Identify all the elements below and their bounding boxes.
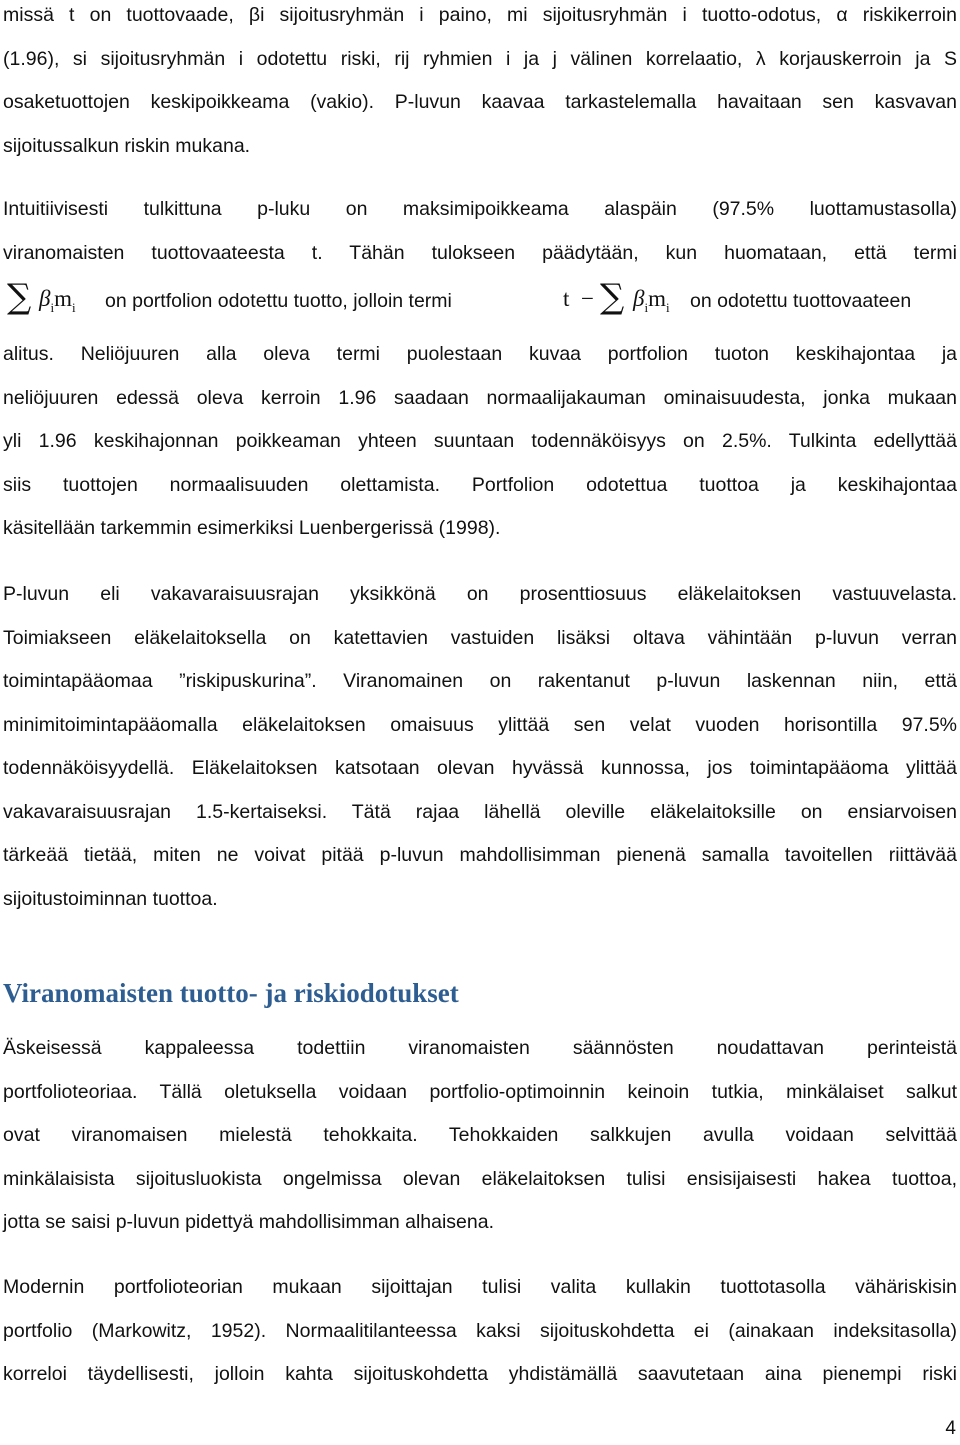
- text-line: Toimiakseen eläkelaitoksella on katettavien vastuiden lisäksi oltava vähintään p-luvun verran: [3, 626, 957, 649]
- text-line: osaketuottojen keskipoikkeama (vakio). P-luvun kaavaa tarkastelemalla havaitaan sen kasvavan: [3, 91, 957, 113]
- text-line: Äskeisessä kappaleessa todettiin viranomaisten säännösten noudattavan perinteistä: [3, 1037, 957, 1059]
- paragraph-modern-portfolio: [3, 1266, 957, 1397]
- page-number: 4: [945, 1418, 956, 1439]
- text-line: minimitoimintapääomalla eläkelaitoksen omaisuus ylittää sen velat vuoden horisontilla 97.5%: [3, 713, 957, 736]
- text-line: jotta se saisi p-luvun pidettyä mahdollisimman alhaisena.: [3, 1211, 495, 1233]
- formula-t: t: [563, 286, 570, 311]
- formula-line: [3, 277, 957, 325]
- paragraph-p-luku: [3, 573, 957, 921]
- text-line: korreloi täydellisesti, jolloin kahta sijoituskohdetta yhdistämällä saavutetaan aina pienempi riski: [3, 1363, 957, 1385]
- text-line: neliöjuuren edessä oleva kerroin 1.96 saadaan normaalijakauman ominaisuudesta, jonka mukaan: [3, 386, 957, 409]
- paragraph-regulation: [3, 1027, 957, 1245]
- text-line: portfolio (Markowitz, 1952). Normaalitilanteessa kaksi sijoituskohdetta ei (ainakaan indeksitasolla): [3, 1319, 957, 1342]
- sum-symbol: ∑: [7, 277, 32, 317]
- paragraph-interpretation-cont: [3, 333, 957, 551]
- formula-text: on portfolion odotettu tuotto, jolloin termi: [105, 290, 452, 312]
- text-line: käsitellään tarkemmin esimerkiksi Luenbergerissä (1998).: [3, 517, 501, 539]
- text-line: Modernin portfolioteorian mukaan sijoittajan tulisi valita kullakin tuottotasolla vähäriskisin: [3, 1276, 957, 1298]
- text-line: portfolioteoriaa. Tällä oletuksella voidaan portfolio-optimoinnin keinoin tutkia, minkälaiset salkut: [3, 1080, 957, 1103]
- text-line: minkälaisista sijoitusluokista ongelmissa olevan eläkelaitoksen tulisi ensisijaisesti hakea tuottoa,: [3, 1167, 957, 1190]
- text-line: sijoitussalkun riskin mukana.: [3, 134, 251, 157]
- text-line: Intuitiivisesti tulkittuna p-luku on maksimipoikkeama alaspäin (97.5% luottamustasolla): [3, 198, 957, 220]
- text-line: toimintapääomaa ”riskipuskurina”. Viranomainen on rakentanut p-luvun laskennan niin, että: [3, 670, 957, 692]
- text-line: missä t on tuottovaade, βi sijoitusryhmän i paino, mi sijoitusryhmän i tuotto-odotus, α riskikerroin: [3, 4, 957, 26]
- paragraph-interpretation: [3, 188, 957, 275]
- text-line: ovat viranomaisen mielestä tehokkaita. Tehokkaiden salkkujen avulla voidaan selvittää: [3, 1124, 957, 1146]
- formula-text: on odotettu tuottovaateen: [690, 290, 912, 312]
- text-line: alitus. Neliöjuuren alla oleva termi puolestaan kuvaa portfolion tuoton keskihajontaa ja: [3, 343, 957, 365]
- section-heading: Viranomaisten tuotto- ja riskiodotukset: [3, 978, 459, 1008]
- text-line: todennäköisyydellä. Eläkelaitoksen katsotaan olevan hyvässä kunnossa, jos toimintapääoma ylittää: [3, 757, 957, 779]
- formula-beta-m: $\beta_im_i$: [39, 286, 76, 315]
- text-line: vakavaraisuusrajan 1.5-kertaiseksi. Tätä rajaa lähellä oleville eläkelaitoksille on ensiarvoisen: [3, 800, 957, 823]
- text-line: viranomaisten tuottovaateesta t. Tähän tulokseen päädytään, kun huomataan, että termi: [3, 241, 957, 264]
- sum-symbol: ∑: [600, 277, 625, 317]
- text-line: P-luvun eli vakavaraisuusrajan yksikkönä on prosenttiosuus eläkelaitoksen vastuuvelasta.: [3, 583, 957, 605]
- text-line: siis tuottojen normaalisuuden olettamista. Portfolion odotettua tuottoa ja keskihajontaa: [3, 473, 957, 496]
- text-line: tärkeää tietää, miten ne voivat pitää p-luvun mahdollisimman pienenä samalla tavoitellen riittävää: [3, 844, 957, 866]
- text-line: yli 1.96 keskihajonnan poikkeaman yhteen suuntaan todennäköisyys on 2.5%. Tulkinta edellyttää: [3, 430, 957, 452]
- formula-beta-m: $\beta_im_i$: [633, 286, 670, 315]
- text-line: sijoitustoiminnan tuottoa.: [3, 887, 218, 910]
- formula-minus: −: [581, 286, 594, 311]
- text-line: (1.96), si sijoitusryhmän i odotettu riski, rij ryhmien i ja j välinen korrelaatio, λ korjauskerroin ja S: [3, 47, 957, 70]
- paragraph-formula-explanation: [3, 0, 957, 168]
